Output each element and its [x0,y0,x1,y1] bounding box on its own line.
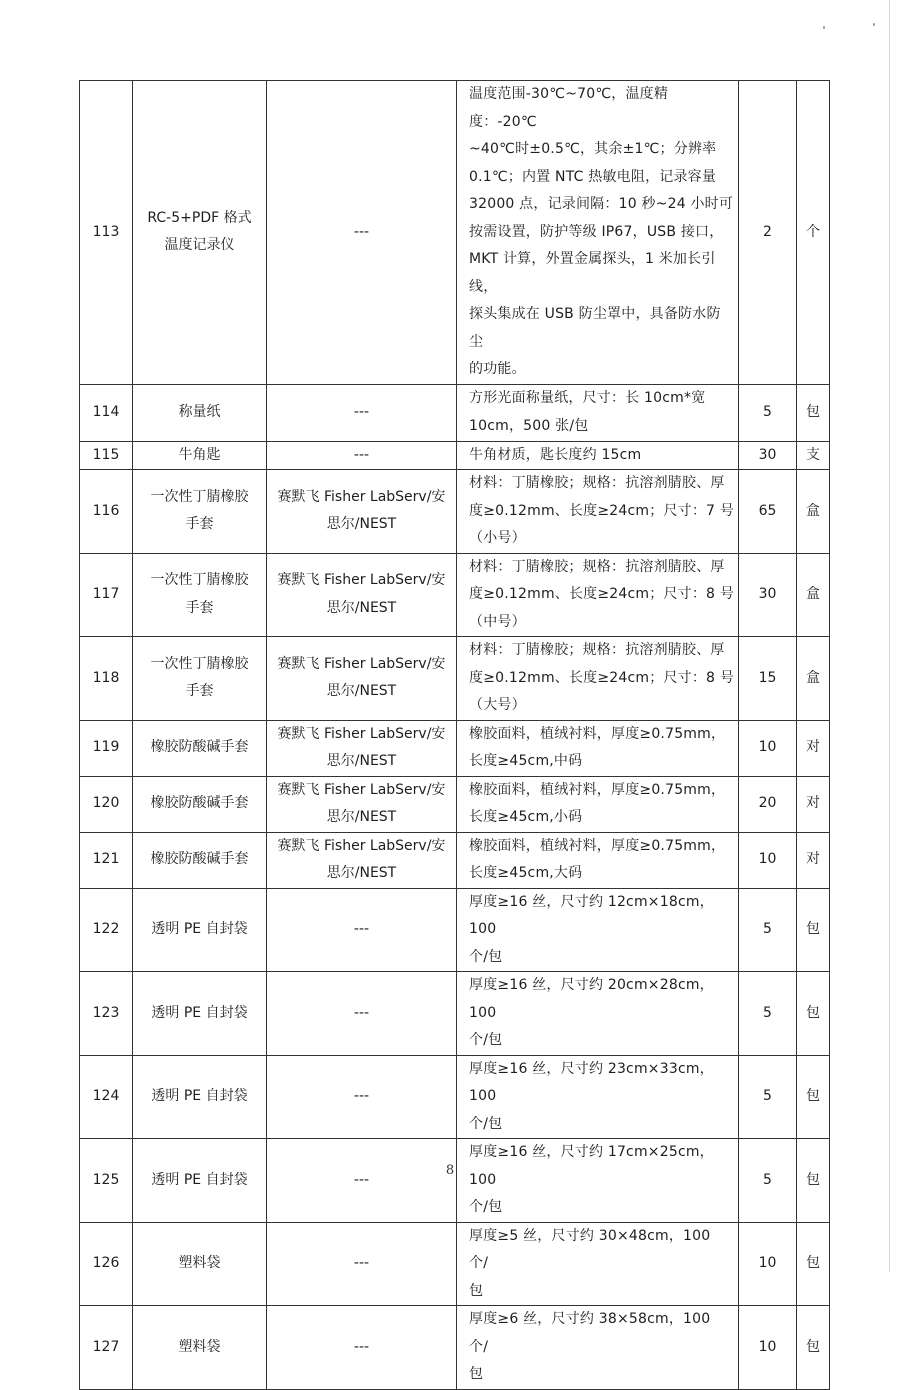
cell-unit: 对 [797,832,830,888]
cell-item-name: 塑料袋 [133,1306,267,1390]
cell-unit: 支 [797,441,830,470]
cell-unit: 盒 [797,637,830,721]
cell-spec-description: 牛角材质，匙长度约 15cm [457,441,739,470]
cell-quantity: 10 [739,1222,797,1306]
table-row [80,1306,830,1390]
cell-quantity: 5 [739,972,797,1056]
cell-item-name: 牛角匙 [133,441,267,470]
table-row [80,720,830,776]
table-row [80,81,830,385]
cell-spec-description: 厚度≥6 丝，尺寸约 38×58cm，100 个/ 包 [457,1306,739,1390]
cell-item-no: 122 [80,888,133,972]
cell-brand: --- [267,441,457,470]
cell-item-name: 透明 PE 自封袋 [133,972,267,1056]
cell-quantity: 5 [739,1139,797,1223]
cell-item-no: 121 [80,832,133,888]
cell-spec-description: 橡胶面料，植绒衬料，厚度≥0.75mm， 长度≥45cm,大码 [457,832,739,888]
cell-spec-description: 厚度≥16 丝，尺寸约 20cm×28cm，100 个/包 [457,972,739,1056]
cell-spec-description: 厚度≥5 丝，尺寸约 30×48cm，100 个/ 包 [457,1222,739,1306]
cell-unit: 包 [797,1139,830,1223]
cell-quantity: 10 [739,1306,797,1390]
page-number: 8 [445,1163,455,1178]
cell-quantity: 20 [739,776,797,832]
cell-brand: --- [267,1222,457,1306]
cell-quantity: 30 [739,441,797,470]
cell-spec-description: 厚度≥16 丝，尺寸约 12cm×18cm，100 个/包 [457,888,739,972]
cell-quantity: 10 [739,832,797,888]
cell-brand: 赛默飞 Fisher LabServ/安 思尔/NEST [267,553,457,637]
cell-quantity: 15 [739,637,797,721]
cell-item-name: 透明 PE 自封袋 [133,1139,267,1223]
cell-item-name: 一次性丁腈橡胶 手套 [133,553,267,637]
table-row [80,384,830,441]
cell-item-no: 124 [80,1055,133,1139]
cell-unit: 包 [797,888,830,972]
cell-brand: --- [267,1306,457,1390]
cell-item-name: 塑料袋 [133,1222,267,1306]
cell-quantity: 65 [739,470,797,554]
cell-unit: 包 [797,384,830,441]
table-row [80,441,830,470]
table-row [80,1222,830,1306]
table-row [80,1139,830,1223]
cell-item-no: 115 [80,441,133,470]
cell-unit: 对 [797,776,830,832]
cell-brand: --- [267,384,457,441]
cell-item-no: 116 [80,470,133,554]
cell-spec-description: 材料：丁腈橡胶；规格：抗溶剂腈胶、厚 度≥0.12mm、长度≥24cm；尺寸：8 号 （中号） [457,553,739,637]
cell-spec-description: 厚度≥16 丝，尺寸约 17cm×25cm，100 个/包 [457,1139,739,1223]
cell-item-name: RC-5+PDF 格式 温度记录仪 [133,81,267,385]
cell-unit: 包 [797,1055,830,1139]
cell-brand: 赛默飞 Fisher LabServ/安 思尔/NEST [267,776,457,832]
cell-unit: 包 [797,1222,830,1306]
cell-spec-description: 橡胶面料，植绒衬料，厚度≥0.75mm， 长度≥45cm,小码 [457,776,739,832]
table-row [80,888,830,972]
table-row [80,637,830,721]
cell-item-no: 113 [80,81,133,385]
cell-item-no: 125 [80,1139,133,1223]
cell-brand: 赛默飞 Fisher LabServ/安 思尔/NEST [267,470,457,554]
cell-item-name: 橡胶防酸碱手套 [133,720,267,776]
cell-spec-description: 材料：丁腈橡胶；规格：抗溶剂腈胶、厚 度≥0.12mm、长度≥24cm；尺寸：7 号 （小号） [457,470,739,554]
cell-item-name: 一次性丁腈橡胶 手套 [133,470,267,554]
cell-item-no: 127 [80,1306,133,1390]
cell-item-no: 126 [80,1222,133,1306]
cell-quantity: 5 [739,888,797,972]
cell-item-no: 123 [80,972,133,1056]
cell-item-name: 透明 PE 自封袋 [133,1055,267,1139]
cell-unit: 盒 [797,553,830,637]
cell-quantity: 5 [739,1055,797,1139]
table-row [80,1055,830,1139]
cell-spec-description: 温度范围-30℃~70℃，温度精度：-20℃ ~40℃时±0.5℃，其余±1℃；分辨率 0.1℃；内置 NTC 热敏电阻，记录容量 32000 点，记录间隔：10 秒~24 小时可 按需设置，防护等级 IP67，USB 接口， MKT 计算，外置金属探头，1 米加长引线， 探头集成在 USB 防尘罩中，具备防水防尘 的功能。 [457,81,739,385]
cell-brand: 赛默飞 Fisher LabServ/安 思尔/NEST [267,637,457,721]
cell-item-name: 称量纸 [133,384,267,441]
scan-speck [873,23,875,26]
cell-item-no: 120 [80,776,133,832]
cell-item-name: 透明 PE 自封袋 [133,888,267,972]
cell-brand: 赛默飞 Fisher LabServ/安 思尔/NEST [267,720,457,776]
scan-edge-line [889,0,890,1272]
cell-brand: --- [267,972,457,1056]
cell-brand: --- [267,1055,457,1139]
table-row [80,553,830,637]
cell-quantity: 5 [739,384,797,441]
cell-item-no: 117 [80,553,133,637]
cell-brand: --- [267,888,457,972]
cell-unit: 包 [797,1306,830,1390]
cell-item-name: 一次性丁腈橡胶 手套 [133,637,267,721]
table-row [80,972,830,1056]
cell-spec-description: 方形光面称量纸，尺寸：长 10cm*宽 10cm，500 张/包 [457,384,739,441]
cell-quantity: 10 [739,720,797,776]
cell-item-no: 118 [80,637,133,721]
cell-unit: 对 [797,720,830,776]
table-row [80,776,830,832]
cell-unit: 包 [797,972,830,1056]
cell-item-name: 橡胶防酸碱手套 [133,832,267,888]
table-row [80,470,830,554]
cell-quantity: 2 [739,81,797,385]
cell-spec-description: 厚度≥16 丝，尺寸约 23cm×33cm，100 个/包 [457,1055,739,1139]
cell-spec-description: 材料：丁腈橡胶；规格：抗溶剂腈胶、厚 度≥0.12mm、长度≥24cm；尺寸：8 号 （大号） [457,637,739,721]
cell-spec-description: 橡胶面料，植绒衬料，厚度≥0.75mm， 长度≥45cm,中码 [457,720,739,776]
cell-brand: 赛默飞 Fisher LabServ/安 思尔/NEST [267,832,457,888]
scan-speck [823,26,825,29]
cell-item-name: 橡胶防酸碱手套 [133,776,267,832]
cell-unit: 盒 [797,470,830,554]
cell-unit: 个 [797,81,830,385]
cell-brand: --- [267,1139,457,1223]
table-body [80,81,830,1390]
equipment-spec-table [79,80,830,1390]
cell-item-no: 119 [80,720,133,776]
cell-item-no: 114 [80,384,133,441]
cell-brand: --- [267,81,457,385]
cell-quantity: 30 [739,553,797,637]
table-row [80,832,830,888]
